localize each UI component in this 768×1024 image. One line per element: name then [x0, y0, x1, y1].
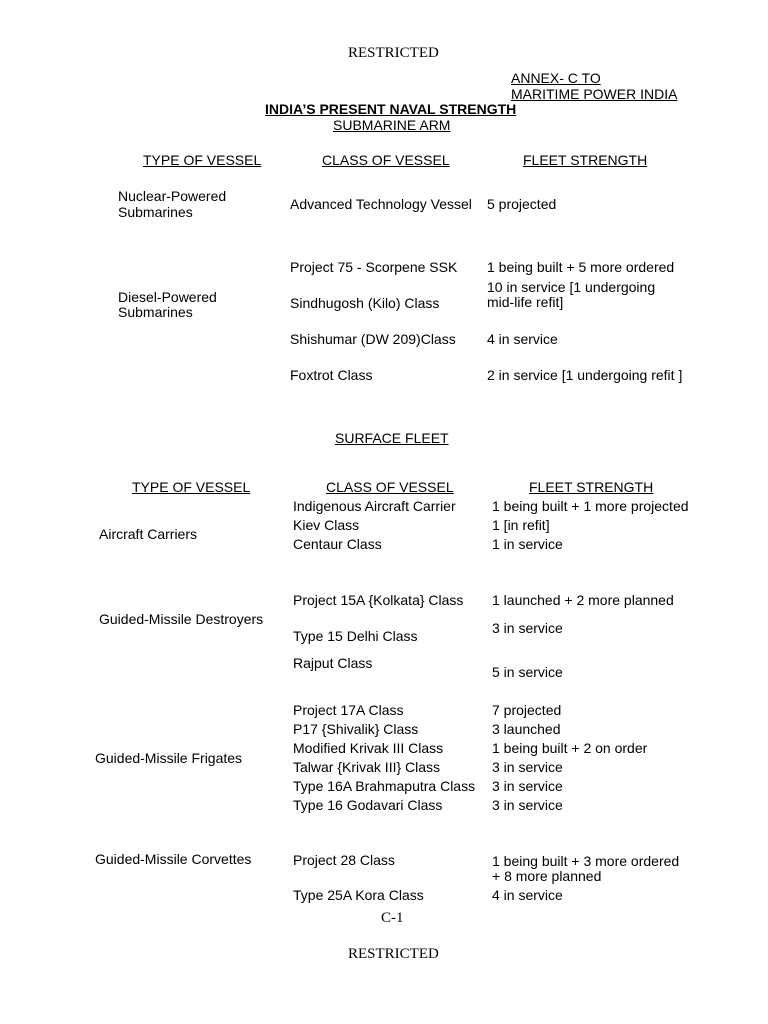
document-title: INDIA’S PRESENT NAVAL STRENGTH [265, 101, 517, 117]
page-number: C-1 [381, 910, 404, 926]
vessel-class: Sindhugosh (Kilo) Class [290, 295, 440, 311]
vessel-class: Indigenous Aircraft Carrier [293, 498, 456, 514]
vessel-type: Nuclear-Powered [118, 188, 227, 204]
vessel-class: Type 25A Kora Class [293, 887, 424, 903]
annex-reference-line2: MARITIME POWER INDIA [511, 86, 678, 102]
fleet-strength: 3 in service [492, 620, 563, 636]
fleet-strength: 3 in service [492, 797, 563, 813]
vessel-class: Advanced Technology Vessel [290, 196, 472, 212]
vessel-class: Type 16 Godavari Class [293, 797, 443, 813]
vessel-class: Shishumar (DW 209)Class [290, 331, 456, 347]
surface-header-strength: FLEET STRENGTH [529, 479, 654, 495]
fleet-strength: 3 in service [492, 778, 563, 794]
fleet-strength: 4 in service [487, 331, 558, 347]
vessel-class: Rajput Class [293, 655, 373, 671]
vessel-class: Project 28 Class [293, 852, 395, 868]
vessel-class: Type 16A Brahmaputra Class [293, 778, 476, 794]
fleet-strength: 10 in service [1 undergoing [487, 279, 656, 295]
fleet-strength: 1 being built + 5 more ordered [487, 259, 675, 275]
footer-classification: RESTRICTED [348, 946, 439, 962]
vessel-type: Guided-Missile Destroyers [99, 611, 264, 627]
vessel-class: Project 15A {Kolkata} Class [293, 592, 464, 608]
vessel-class: Type 15 Delhi Class [293, 628, 418, 644]
vessel-type: Submarines [118, 304, 193, 320]
vessel-class: Project 75 - Scorpene SSK [290, 259, 458, 275]
vessel-type: Submarines [118, 204, 193, 220]
fleet-strength: mid-life refit] [487, 294, 564, 310]
fleet-strength: 5 in service [492, 664, 563, 680]
vessel-class: Foxtrot Class [290, 367, 373, 383]
fleet-strength: 1 being built + 1 more projected [492, 498, 689, 514]
fleet-strength: + 8 more planned [492, 868, 602, 884]
vessel-type: Aircraft Carriers [99, 526, 198, 542]
fleet-strength: 2 in service [1 undergoing refit ] [487, 367, 683, 383]
fleet-strength: 7 projected [492, 702, 562, 718]
section-title-surface: SURFACE FLEET [335, 430, 449, 446]
header-classification: RESTRICTED [348, 45, 439, 61]
fleet-strength: 4 in service [492, 887, 563, 903]
annex-reference-line1: ANNEX- C TO [511, 70, 601, 86]
fleet-strength: 1 being built + 3 more ordered [492, 853, 680, 869]
surface-header-class: CLASS OF VESSEL [326, 479, 454, 495]
vessel-class: P17 {Shivalik} Class [293, 721, 419, 737]
fleet-strength: 1 in service [492, 536, 563, 552]
fleet-strength: 5 projected [487, 196, 557, 212]
fleet-strength: 1 [in refit] [492, 517, 550, 533]
fleet-strength: 1 being built + 2 on order [492, 740, 648, 756]
section-title-submarine: SUBMARINE ARM [333, 117, 451, 133]
fleet-strength: 3 in service [492, 759, 563, 775]
vessel-type: Guided-Missile Frigates [95, 750, 243, 766]
submarine-header-strength: FLEET STRENGTH [523, 152, 648, 168]
submarine-header-class: CLASS OF VESSEL [322, 152, 450, 168]
fleet-strength: 3 launched [492, 721, 561, 737]
vessel-class: Centaur Class [293, 536, 382, 552]
fleet-strength: 1 launched + 2 more planned [492, 592, 674, 608]
vessel-class: Project 17A Class [293, 702, 404, 718]
surface-header-type: TYPE OF VESSEL [132, 479, 251, 495]
vessel-class: Modified Krivak III Class [293, 740, 444, 756]
submarine-header-type: TYPE OF VESSEL [143, 152, 262, 168]
vessel-class: Talwar {Krivak III} Class [293, 759, 441, 775]
vessel-type: Guided-Missile Corvettes [95, 851, 252, 867]
vessel-type: Diesel-Powered [118, 289, 217, 305]
vessel-class: Kiev Class [293, 517, 360, 533]
